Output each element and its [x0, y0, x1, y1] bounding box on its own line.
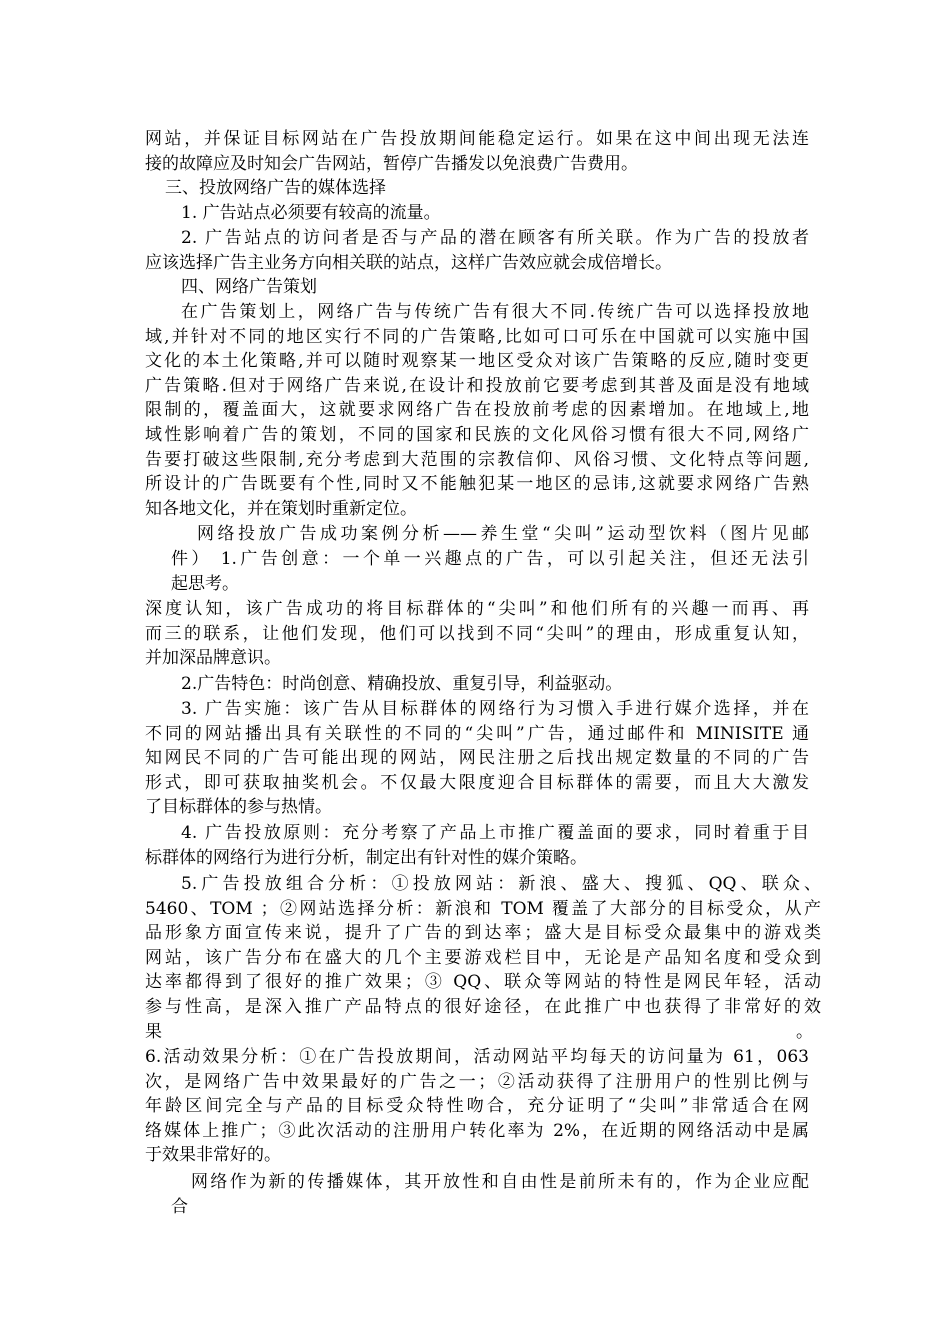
section-heading: 四、网络广告策划 — [181, 277, 317, 297]
paragraph-planning — [145, 300, 809, 521]
text-line: 6.活动效果分析：①在广告投放期间，活动网站平均每天的访问量为 61，063 — [145, 1047, 809, 1067]
case-study-title — [171, 522, 809, 547]
text-line: 参与性高，是深入推广产品特点的很好途径，在此推广中也获得了非常好的效 — [145, 996, 821, 1017]
paragraph-deep-cognition — [145, 597, 809, 671]
text-line: 3. 广告实施：该广告从目标群体的网络行为习惯入手进行媒介选择，并在 — [181, 699, 809, 719]
case-study-point-1 — [171, 547, 809, 596]
text-line: 达率都得到了很好的推广效果；③ QQ、联众等网站的特性是网民年轻，活动 — [145, 972, 821, 993]
paragraph-ad-features — [145, 672, 809, 697]
text-fragment: 果 — [145, 1021, 162, 1042]
text-fragment: 。 — [796, 1021, 813, 1042]
text-line: 并加深品牌意识。 — [145, 648, 281, 669]
text-line: 4. 广告投放原则：充分考察了产品上市推广覆盖面的要求，同时着重于目 — [181, 823, 809, 843]
paragraph-continuation — [145, 127, 809, 176]
text-line: 限制的，覆盖面大，这就要求网络广告在投放前考虑的因素增加。在地域上,地 — [145, 400, 809, 421]
text-line: 品形象方面宣传来说，提升了广告的到达率；盛大是目标受众最集中的游戏类 — [145, 923, 821, 944]
text-line: 合 — [171, 1196, 188, 1217]
text-line: 所设计的广告既要有个性,同时又不能触犯某一地区的忌讳,这就要求网络广告熟 — [145, 474, 809, 495]
text-line: 应该选择广告主业务方向相关联的站点，这样广告效应就会成倍增长。 — [145, 252, 672, 273]
text-line: 络媒体上推广；③此次活动的注册用户转化率为 2%，在近期的网络活动中是属 — [145, 1120, 809, 1141]
text-line: 于效果非常好的。 — [145, 1145, 281, 1166]
list-item-2 — [145, 226, 809, 275]
text-line: 网络作为新的传播媒体，其开放性和自由性是前所未有的，作为企业应配 — [191, 1172, 809, 1192]
text-line: 次，是网络广告中效果最好的广告之一；②活动获得了注册用户的性别比例与 — [145, 1071, 809, 1092]
text-line: 标群体的网络行为进行分析，制定出有针对性的媒介策略。 — [145, 847, 587, 868]
text-line: 起思考。 — [171, 573, 239, 594]
text-line: 年龄区间完全与产品的目标受众特性吻合，充分证明了“尖叫”非常适合在网 — [145, 1096, 809, 1117]
text-line: 告要打破这些限制,充分考虑到大范围的宗教信仰、风俗习惯、文化特点等问题, — [145, 449, 809, 470]
text-line: 文化的本土化策略,并可以随时观察某一地区受众对该广告策略的反应,随时变更 — [145, 351, 809, 372]
text-line: 知网民不同的广告可能出现的网站，网民注册之后找出规定数量的不同的广告 — [145, 748, 809, 769]
paragraph-ad-implementation — [145, 697, 809, 820]
section-heading: 三、投放网络广告的媒体选择 — [165, 178, 386, 198]
text-line: 了目标群体的参与热情。 — [145, 797, 332, 818]
text-line: 网站，该广告分布在盛大的几个主要游戏栏目中，无论是产品知名度和受众到 — [145, 947, 821, 968]
paragraph-placement-mix — [145, 872, 821, 1044]
text-line: 域,并针对不同的地区实行不同的广告策略,比如可口可乐在中国就可以实施中国 — [145, 326, 809, 347]
paragraph-placement-principle — [145, 821, 809, 870]
text-line: 网站，并保证目标网站在广告投放期间能稳定运行。如果在这中间出现无法连 — [145, 129, 809, 149]
text-line: 在广告策划上，网络广告与传统广告有很大不同.传统广告可以选择投放地 — [181, 302, 809, 322]
text-line: 深度认知，该广告成功的将目标群体的“尖叫”和他们所有的兴趣一而再、再 — [145, 599, 809, 619]
text-line: 接的故障应及时知会广告网站，暂停广告播发以免浪费广告费用。 — [145, 153, 638, 174]
heading-ad-planning — [145, 275, 809, 300]
paragraph-effect-analysis — [145, 1045, 809, 1168]
text-line: 而三的联系，让他们发现，他们可以找到不同“尖叫”的理由，形成重复认知， — [145, 623, 809, 644]
text-line: 1. 广告站点必须要有较高的流量。 — [181, 203, 441, 223]
text-line: 2. 广告站点的访问者是否与产品的潜在顾客有所关联。作为广告的投放者 — [181, 228, 809, 248]
paragraph-conclusion — [171, 1170, 809, 1219]
list-item-1 — [145, 201, 809, 226]
text-line: 件） 1.广告创意：一个单一兴趣点的广告，可以引起关注，但还无法引 — [171, 549, 809, 569]
text-line: 2.广告特色：时尚创意、精确投放、重复引导，利益驱动。 — [181, 674, 623, 694]
text-line — [145, 1020, 821, 1045]
text-line: 知各地文化，并在策划时重新定位。 — [145, 498, 417, 519]
text-line: 5.广告投放组合分析：①投放网站：新浪、盛大、搜狐、QQ、联众、 — [181, 874, 821, 894]
text-line: 网络投放广告成功案例分析——养生堂“尖叫”运动型饮料（图片见邮 — [197, 524, 809, 544]
heading-media-selection — [145, 176, 809, 201]
text-line: 形式，即可获取抽奖机会。不仅最大限度迎合目标群体的需要，而且大大激发 — [145, 772, 809, 793]
text-line: 5460、TOM ；②网站选择分析：新浪和 TOM 覆盖了大部分的目标受众，从产 — [145, 898, 821, 919]
text-line: 不同的网站播出具有关联性的不同的“尖叫”广告，通过邮件和 MINISITE 通 — [145, 723, 809, 744]
text-line: 广告策略.但对于网络广告来说,在设计和投放前它要考虑到其普及面是没有地域 — [145, 375, 809, 396]
text-line: 域性影响着广告的策划，不同的国家和民族的文化风俗习惯有很大不同,网络广 — [145, 424, 809, 445]
